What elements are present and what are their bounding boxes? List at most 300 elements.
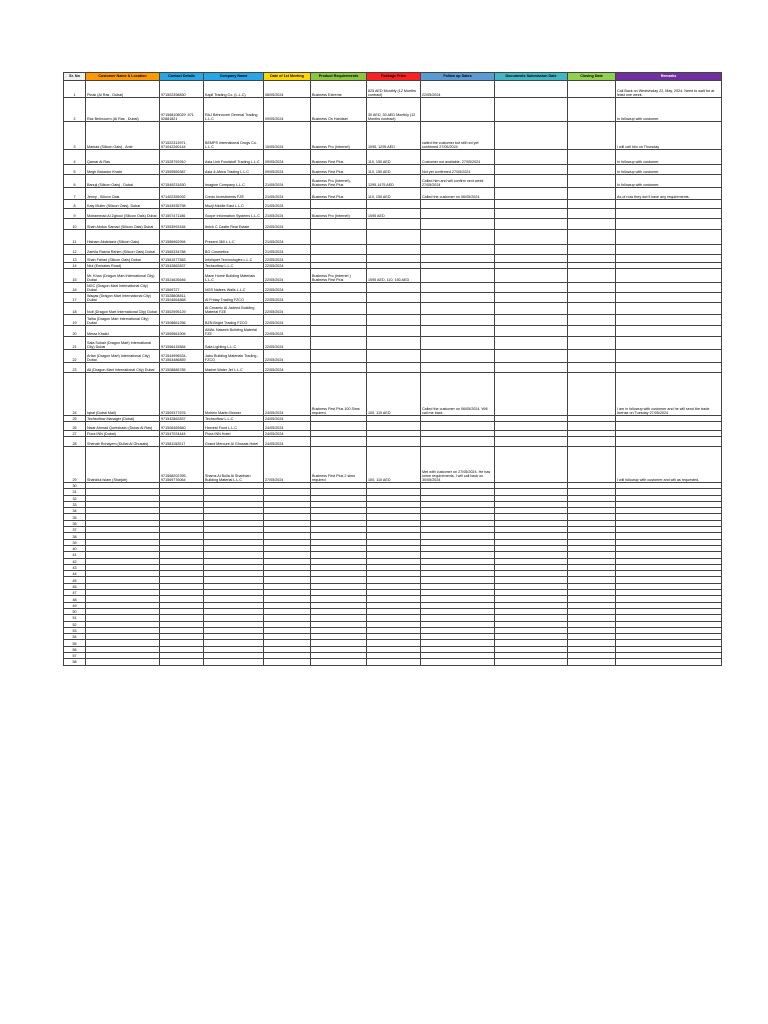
cell-package-price[interactable]	[367, 315, 421, 326]
cell-sr-no[interactable]: 10	[64, 219, 86, 230]
cell-sr-no[interactable]: 52	[64, 621, 86, 627]
cell-sr-no[interactable]: 17	[64, 293, 86, 303]
cell-closing-date[interactable]	[568, 165, 616, 175]
cell-product-requirements[interactable]	[311, 283, 367, 293]
cell-follow-up-dates[interactable]	[421, 659, 495, 665]
cell-follow-up-dates[interactable]	[421, 200, 495, 209]
cell-documents-submission-date[interactable]	[495, 283, 568, 293]
cell-product-requirements[interactable]: Business Pro (Internet), Business First Plus	[311, 175, 367, 188]
cell-company-name[interactable]: Scope Information Systems L.L.C	[204, 209, 264, 219]
cell-documents-submission-date[interactable]	[495, 350, 568, 363]
cell-first-meeting-date[interactable]: 24/05/2024	[264, 373, 311, 416]
cell-contact-details[interactable]: 971581577583	[160, 255, 204, 263]
header-col-company-name[interactable]: Company Name	[204, 73, 264, 81]
cell-closing-date[interactable]	[568, 230, 616, 245]
cell-remarks[interactable]	[616, 315, 722, 326]
cell-remarks[interactable]: I will call him on Thursday	[616, 122, 722, 150]
cell-contact-details[interactable]: 971542862837	[160, 263, 204, 269]
cell-sr-no[interactable]: 23	[64, 363, 86, 373]
cell-follow-up-dates[interactable]: Met with customer on 27/05/2024. He has some requirements. I will call back on 30/05/2024	[421, 447, 495, 483]
cell-sr-no[interactable]: 22	[64, 350, 86, 363]
cell-first-meeting-date[interactable]: 09/05/2024	[264, 150, 311, 165]
cell-contact-details[interactable]: 971502995129	[160, 303, 204, 315]
cell-contact-details[interactable]: 971402355092	[160, 188, 204, 200]
cell-company-name[interactable]: Grand Mercure Al Ghusais Hotel	[204, 437, 264, 447]
cell-closing-date[interactable]	[568, 245, 616, 255]
cell-remarks[interactable]	[616, 363, 722, 373]
cell-company-name[interactable]: Mohelo Martin Brower	[204, 373, 264, 416]
cell-customer-name[interactable]: Shehab Rohayem (Dubai Al Ghusais)	[86, 437, 160, 447]
cell-contact-details[interactable]: 971586962994	[160, 230, 204, 245]
cell-remarks[interactable]	[616, 269, 722, 283]
cell-company-name[interactable]: AMAL Naseeb Building Material FZE	[204, 326, 264, 337]
cell-company-name[interactable]: Techsoftow L.L.C	[204, 416, 264, 422]
cell-customer-name[interactable]: Mr. Khan (Dragon Mart International City) Dubai	[86, 269, 160, 283]
cell-remarks[interactable]: I am in followup with customer and he will send the trade license on Tuesday 27/05/2024	[616, 373, 722, 416]
cell-company-name[interactable]: Ibrich C Castle Real Estate	[204, 219, 264, 230]
cell-contact-details[interactable]	[160, 659, 204, 665]
cell-product-requirements[interactable]	[311, 363, 367, 373]
cell-closing-date[interactable]	[568, 422, 616, 431]
cell-sr-no[interactable]: 30	[64, 483, 86, 489]
cell-sr-no[interactable]: 27	[64, 431, 86, 437]
cell-closing-date[interactable]	[568, 326, 616, 337]
cell-sr-no[interactable]: 57	[64, 653, 86, 659]
cell-documents-submission-date[interactable]	[495, 188, 568, 200]
cell-documents-submission-date[interactable]	[495, 165, 568, 175]
cell-closing-date[interactable]	[568, 373, 616, 416]
cell-customer-name[interactable]: Banuji (Silicon Oais) , Dubai	[86, 175, 160, 188]
cell-first-meeting-date[interactable]: 22/05/2024	[264, 263, 311, 269]
cell-package-price[interactable]: 110, 150 AED	[367, 150, 421, 165]
cell-company-name[interactable]: Maze Home Building Materials L.L.C	[204, 269, 264, 283]
cell-package-price[interactable]	[367, 293, 421, 303]
cell-product-requirements[interactable]: Business Extreme	[311, 81, 367, 98]
cell-company-name[interactable]: BG Cosmetics	[204, 245, 264, 255]
cell-sr-no[interactable]: 33	[64, 501, 86, 507]
cell-closing-date[interactable]	[568, 283, 616, 293]
cell-sr-no[interactable]: 11	[64, 230, 86, 245]
cell-customer-name[interactable]: Katy Muller (Silicon Oais), Dubai	[86, 200, 160, 209]
cell-customer-name[interactable]: Jenny , Silicon Oais	[86, 188, 160, 200]
cell-company-name[interactable]: BZN Bright Trading FZCO	[204, 315, 264, 326]
cell-package-price[interactable]	[367, 326, 421, 337]
cell-first-meeting-date[interactable]: 09/05/2024	[264, 98, 311, 122]
cell-sr-no[interactable]: 13	[64, 255, 86, 263]
cell-closing-date[interactable]	[568, 437, 616, 447]
cell-company-name[interactable]: Present 360 L.L.C	[204, 230, 264, 245]
cell-sr-no[interactable]: 8	[64, 200, 86, 209]
cell-remarks[interactable]	[616, 659, 722, 665]
cell-sr-no[interactable]: 54	[64, 634, 86, 640]
cell-documents-submission-date[interactable]	[495, 659, 568, 665]
cell-first-meeting-date[interactable]: 24/05/2024	[264, 416, 311, 422]
cell-first-meeting-date[interactable]: 22/05/2024	[264, 293, 311, 303]
cell-closing-date[interactable]	[568, 293, 616, 303]
cell-package-price[interactable]	[367, 255, 421, 263]
cell-first-meeting-date[interactable]: 22/05/2024	[264, 219, 311, 230]
cell-remarks[interactable]	[616, 437, 722, 447]
cell-first-meeting-date[interactable]: 21/05/2024	[264, 175, 311, 188]
cell-company-name[interactable]: NGS Nafees Walls L.L.C	[204, 283, 264, 293]
cell-contact-details[interactable]: 971549231630	[160, 175, 204, 188]
cell-sr-no[interactable]: 25	[64, 416, 86, 422]
cell-contact-details[interactable]: 971528792910	[160, 150, 204, 165]
cell-customer-name[interactable]: Talha (Dragon Mart International City) Dubai	[86, 315, 160, 326]
cell-documents-submission-date[interactable]	[495, 150, 568, 165]
cell-closing-date[interactable]	[568, 337, 616, 350]
cell-customer-name[interactable]: Waqas (Dragon Mart International City) Dubai	[86, 293, 160, 303]
cell-remarks[interactable]	[616, 422, 722, 431]
cell-package-price[interactable]	[367, 230, 421, 245]
cell-first-meeting-date[interactable]: 24/05/2024	[264, 422, 311, 431]
cell-first-meeting-date[interactable]: 22/05/2024	[264, 269, 311, 283]
cell-package-price[interactable]	[367, 363, 421, 373]
cell-documents-submission-date[interactable]	[495, 81, 568, 98]
cell-first-meeting-date[interactable]: 21/05/2024	[264, 209, 311, 219]
cell-customer-name[interactable]: Shahidul Islam (Sharjah)	[86, 447, 160, 483]
cell-first-meeting-date[interactable]: 22/05/2024	[264, 303, 311, 315]
cell-sr-no[interactable]: 16	[64, 283, 86, 293]
cell-documents-submission-date[interactable]	[495, 255, 568, 263]
cell-follow-up-dates[interactable]	[421, 219, 495, 230]
cell-company-name[interactable]: BEMPS International Drugs Co. L.L.C	[204, 122, 264, 150]
header-col-customer-name[interactable]: Customer Name & Location	[86, 73, 160, 81]
cell-closing-date[interactable]	[568, 81, 616, 98]
cell-sr-no[interactable]: 47	[64, 590, 86, 596]
cell-sr-no[interactable]: 15	[64, 269, 86, 283]
cell-product-requirements[interactable]	[311, 293, 367, 303]
cell-closing-date[interactable]	[568, 447, 616, 483]
cell-sr-no[interactable]: 7	[64, 188, 86, 200]
cell-contact-details[interactable]: 971547024444	[160, 431, 204, 437]
cell-package-price[interactable]	[367, 283, 421, 293]
cell-remarks[interactable]: In followup with customer.	[616, 98, 722, 122]
cell-customer-name[interactable]: Shah Abdus Samad (Silicon Oais) Dubai	[86, 219, 160, 230]
header-col-closing-date[interactable]: Closing Date	[568, 73, 616, 81]
cell-remarks[interactable]	[616, 255, 722, 263]
cell-contact-details[interactable]: 971528808811, 971504564868	[160, 293, 204, 303]
cell-sr-no[interactable]: 41	[64, 552, 86, 558]
cell-company-name[interactable]: RAJ Behnoorm General Trading L.L.C	[204, 98, 264, 122]
cell-follow-up-dates[interactable]	[421, 269, 495, 283]
cell-contact-details[interactable]: 971507471186	[160, 209, 204, 219]
cell-product-requirements[interactable]	[311, 245, 367, 255]
cell-documents-submission-date[interactable]	[495, 230, 568, 245]
cell-closing-date[interactable]	[568, 315, 616, 326]
cell-customer-name[interactable]: Hisham Abdelaziz (Silicon Oais)	[86, 230, 160, 245]
cell-customer-name[interactable]: Nisar Ahmad Qureshadu (Dubai Al Ras)	[86, 422, 160, 431]
cell-company-name[interactable]: Harvest Food L.L.C	[204, 422, 264, 431]
cell-contact-details[interactable]: 971508886785	[160, 363, 204, 373]
cell-remarks[interactable]	[616, 200, 722, 209]
cell-package-price[interactable]: 110, 150 AED	[367, 188, 421, 200]
cell-sr-no[interactable]: 46	[64, 583, 86, 589]
cell-follow-up-dates[interactable]: Not yet confirmed 27/05/2024	[421, 165, 495, 175]
cell-documents-submission-date[interactable]	[495, 326, 568, 337]
cell-documents-submission-date[interactable]	[495, 269, 568, 283]
cell-sr-no[interactable]: 50	[64, 608, 86, 614]
cell-package-price[interactable]: 1295,1475 AED	[367, 175, 421, 188]
cell-company-name[interactable]: Sala Lighting L.L.C	[204, 337, 264, 350]
cell-product-requirements[interactable]	[311, 303, 367, 315]
cell-closing-date[interactable]	[568, 219, 616, 230]
cell-sr-no[interactable]: 42	[64, 558, 86, 564]
cell-sr-no[interactable]: 19	[64, 315, 86, 326]
cell-product-requirements[interactable]: Business First Plus	[311, 150, 367, 165]
cell-remarks[interactable]: In followup with customer.	[616, 175, 722, 188]
cell-remarks[interactable]: In followup with customer.	[616, 165, 722, 175]
cell-first-meeting-date[interactable]: 24/05/2024	[264, 431, 311, 437]
cell-contact-details[interactable]: 971544996534, 971563486859	[160, 350, 204, 363]
cell-first-meeting-date[interactable]: 15/05/2024	[264, 122, 311, 150]
cell-sr-no[interactable]: 20	[64, 326, 86, 337]
cell-company-name[interactable]: Kapil Trading Co. (L.L.C)	[204, 81, 264, 98]
cell-customer-name[interactable]: Nuif (Dragon Mart International City) Dubai	[86, 303, 160, 315]
cell-closing-date[interactable]	[568, 659, 616, 665]
cell-documents-submission-date[interactable]	[495, 363, 568, 373]
cell-sr-no[interactable]: 1	[64, 81, 86, 98]
cell-company-name[interactable]: Credo Investments FZE	[204, 188, 264, 200]
cell-company-name[interactable]: Jabo Building Materials Trading - FZCO	[204, 350, 264, 363]
cell-follow-up-dates[interactable]	[421, 283, 495, 293]
cell-sr-no[interactable]: 37	[64, 527, 86, 533]
cell-follow-up-dates[interactable]	[421, 437, 495, 447]
cell-contact-details[interactable]: 971522313971, 971042260144	[160, 122, 204, 150]
cell-contact-details[interactable]: 971524626546	[160, 269, 204, 283]
cell-sr-no[interactable]: 12	[64, 245, 86, 255]
cell-remarks[interactable]	[616, 283, 722, 293]
cell-package-price[interactable]: 1095, 1295 AED	[367, 122, 421, 150]
cell-contact-details[interactable]: 971568202395, 971569776064	[160, 447, 204, 483]
cell-customer-name[interactable]	[86, 659, 160, 665]
cell-product-requirements[interactable]	[311, 219, 367, 230]
cell-closing-date[interactable]	[568, 255, 616, 263]
cell-contact-details[interactable]: 971565334788	[160, 245, 204, 255]
header-col-follow-up-dates[interactable]: Follow up Dates	[421, 73, 495, 81]
cell-contact-details[interactable]: 971509377676	[160, 373, 204, 416]
cell-follow-up-dates[interactable]: Called him and will confirm next week 27/05/2024	[421, 175, 495, 188]
cell-company-name[interactable]: Flora INN Hotel	[204, 431, 264, 437]
cell-first-meeting-date[interactable]: 21/05/2024	[264, 230, 311, 245]
cell-customer-name[interactable]: Zamila Rasha Rahim (Silicon Oais) Dubai	[86, 245, 160, 255]
cell-sr-no[interactable]: 32	[64, 495, 86, 501]
cell-closing-date[interactable]	[568, 98, 616, 122]
cell-product-requirements[interactable]: Business Pro (Internet)	[311, 209, 367, 219]
cell-documents-submission-date[interactable]	[495, 315, 568, 326]
cell-follow-up-dates[interactable]: Called the customer on 06/05/2024. Will call me back.	[421, 373, 495, 416]
cell-company-name[interactable]: Asia Link Foodstuff Trading L.L.C	[204, 150, 264, 165]
cell-contact-details[interactable]: 971502398830	[160, 81, 204, 98]
cell-first-meeting-date[interactable]: 22/05/2024	[264, 283, 311, 293]
cell-follow-up-dates[interactable]: Customer not available. 27/05/2024	[421, 150, 495, 165]
cell-follow-up-dates[interactable]: Called the customer on 06/05/2024.	[421, 188, 495, 200]
cell-follow-up-dates[interactable]	[421, 98, 495, 122]
cell-closing-date[interactable]	[568, 269, 616, 283]
cell-documents-submission-date[interactable]	[495, 209, 568, 219]
cell-customer-name[interactable]: Sala Sohail (Dragon Mart) International City) Dubai	[86, 337, 160, 350]
cell-customer-name[interactable]: Shah Fahad (Silicon Oais) Dubai	[86, 255, 160, 263]
cell-package-price[interactable]: 110, 150 AED	[367, 165, 421, 175]
cell-contact-details[interactable]: 971543935798	[160, 200, 204, 209]
cell-package-price[interactable]	[367, 219, 421, 230]
cell-documents-submission-date[interactable]	[495, 98, 568, 122]
cell-customer-name[interactable]: Mohammad Al Zghoul (Silicon Oais) Dubai	[86, 209, 160, 219]
cell-documents-submission-date[interactable]	[495, 447, 568, 483]
cell-follow-up-dates[interactable]	[421, 363, 495, 373]
cell-sr-no[interactable]: 29	[64, 447, 86, 483]
cell-customer-name[interactable]: Iqbal (Dubai Mall)	[86, 373, 160, 416]
cell-sr-no[interactable]: 4	[64, 150, 86, 165]
cell-sr-no[interactable]: 51	[64, 615, 86, 621]
cell-sr-no[interactable]: 14	[64, 263, 86, 269]
cell-sr-no[interactable]: 36	[64, 520, 86, 526]
cell-remarks[interactable]	[616, 209, 722, 219]
cell-package-price[interactable]	[367, 200, 421, 209]
cell-sr-no[interactable]: 26	[64, 422, 86, 431]
cell-documents-submission-date[interactable]	[495, 175, 568, 188]
cell-follow-up-dates[interactable]	[421, 255, 495, 263]
cell-sr-no[interactable]: 40	[64, 545, 86, 551]
cell-follow-up-dates[interactable]	[421, 245, 495, 255]
cell-product-requirements[interactable]	[311, 350, 367, 363]
cell-sr-no[interactable]: 5	[64, 165, 86, 175]
cell-documents-submission-date[interactable]	[495, 437, 568, 447]
cell-contact-details[interactable]: 971556415584	[160, 337, 204, 350]
cell-follow-up-dates[interactable]: called the customer but still not yet confirmed 27/05/2024	[421, 122, 495, 150]
cell-documents-submission-date[interactable]	[495, 303, 568, 315]
cell-customer-name[interactable]: Pinak (Al Ras , Dubai)	[86, 81, 160, 98]
header-col-product-requirements[interactable]: Product Requirements	[311, 73, 367, 81]
cell-closing-date[interactable]	[568, 209, 616, 219]
cell-closing-date[interactable]	[568, 122, 616, 150]
cell-sr-no[interactable]: 44	[64, 571, 86, 577]
cell-documents-submission-date[interactable]	[495, 422, 568, 431]
cell-product-requirements[interactable]	[311, 437, 367, 447]
cell-closing-date[interactable]	[568, 363, 616, 373]
cell-sr-no[interactable]: 31	[64, 489, 86, 495]
cell-follow-up-dates[interactable]	[421, 303, 495, 315]
cell-documents-submission-date[interactable]	[495, 122, 568, 150]
cell-sr-no[interactable]: 49	[64, 602, 86, 608]
cell-sr-no[interactable]: 48	[64, 596, 86, 602]
cell-product-requirements[interactable]	[311, 230, 367, 245]
cell-sr-no[interactable]: 39	[64, 539, 86, 545]
cell-follow-up-dates[interactable]	[421, 209, 495, 219]
cell-sr-no[interactable]: 28	[64, 437, 86, 447]
cell-company-name[interactable]: Al Friday Trading FZCO	[204, 293, 264, 303]
cell-package-price[interactable]	[367, 337, 421, 350]
cell-contact-details[interactable]: 971581152017	[160, 437, 204, 447]
cell-first-meeting-date[interactable]: 22/05/2024	[264, 326, 311, 337]
cell-first-meeting-date[interactable]: 22/05/2024	[264, 350, 311, 363]
cell-customer-name[interactable]: Meraz Khalid	[86, 326, 160, 337]
cell-remarks[interactable]: I will followup with customer and will as requested.	[616, 447, 722, 483]
cell-product-requirements[interactable]	[311, 200, 367, 209]
cell-product-requirements[interactable]	[311, 326, 367, 337]
cell-package-price[interactable]	[367, 422, 421, 431]
header-col-first-meeting-date[interactable]: Date of 1st Meeting	[264, 73, 311, 81]
cell-follow-up-dates[interactable]	[421, 326, 495, 337]
cell-follow-up-dates[interactable]	[421, 293, 495, 303]
cell-first-meeting-date[interactable]: 21/05/2024	[264, 245, 311, 255]
cell-customer-name[interactable]: Techsoftow Manager (Dubai)	[86, 416, 160, 422]
cell-company-name[interactable]: Asia & Africa Trading L.L.C	[204, 165, 264, 175]
cell-product-requirements[interactable]	[311, 315, 367, 326]
cell-company-name[interactable]: Imagine Company L.L.C	[204, 175, 264, 188]
cell-closing-date[interactable]	[568, 188, 616, 200]
cell-product-requirements[interactable]	[311, 255, 367, 263]
cell-first-meeting-date[interactable]: 22/05/2024	[264, 255, 311, 263]
cell-closing-date[interactable]	[568, 303, 616, 315]
cell-contact-details[interactable]: 971542862837	[160, 416, 204, 422]
cell-remarks[interactable]	[616, 293, 722, 303]
header-col-documents-submission-date[interactable]: Documents Submission Date	[495, 73, 568, 81]
cell-package-price[interactable]: 100, 110 AED	[367, 447, 421, 483]
cell-follow-up-dates[interactable]	[421, 350, 495, 363]
cell-contact-details[interactable]: 971553993184	[160, 219, 204, 230]
cell-first-meeting-date[interactable]: 08/05/2024	[264, 81, 311, 98]
header-col-package-price[interactable]: Package Price	[367, 73, 421, 81]
cell-remarks[interactable]	[616, 350, 722, 363]
cell-product-requirements[interactable]: Business First Plus	[311, 188, 367, 200]
cell-customer-name[interactable]: NGC (Dragon Mart International City) Dubai	[86, 283, 160, 293]
cell-remarks[interactable]	[616, 326, 722, 337]
cell-company-name[interactable]: Infoliquet Technologies L.L.C	[204, 255, 264, 263]
cell-product-requirements[interactable]: Business Pro (Internet)	[311, 122, 367, 150]
cell-remarks[interactable]: As of now they don't have any requirements.	[616, 188, 722, 200]
cell-sr-no[interactable]: 55	[64, 640, 86, 646]
cell-first-meeting-date[interactable]: 27/05/2024	[264, 447, 311, 483]
cell-sr-no[interactable]: 18	[64, 303, 86, 315]
cell-customer-name[interactable]: Flora INN (Dubai)	[86, 431, 160, 437]
cell-sr-no[interactable]: 56	[64, 646, 86, 652]
cell-company-name[interactable]: Techsoftow L.L.C	[204, 263, 264, 269]
cell-package-price[interactable]	[367, 245, 421, 255]
cell-first-meeting-date[interactable]: 22/05/2024	[264, 337, 311, 350]
cell-customer-name[interactable]: Niul (Emirates Road)	[86, 263, 160, 269]
cell-product-requirements[interactable]: Business First Plus	[311, 165, 367, 175]
cell-product-requirements[interactable]: Business First Plus 2 sims required	[311, 447, 367, 483]
cell-package-price[interactable]: 100, 110 AED	[367, 373, 421, 416]
cell-follow-up-dates[interactable]	[421, 422, 495, 431]
cell-sr-no[interactable]: 6	[64, 175, 86, 188]
cell-sr-no[interactable]: 53	[64, 627, 86, 633]
cell-remarks[interactable]	[616, 337, 722, 350]
cell-first-meeting-date[interactable]: 09/05/2024	[264, 165, 311, 175]
cell-documents-submission-date[interactable]	[495, 337, 568, 350]
cell-customer-name[interactable]: Megh Bahadur Khatri	[86, 165, 160, 175]
cell-company-name[interactable]	[204, 659, 264, 665]
cell-sr-no[interactable]: 3	[64, 122, 86, 150]
cell-sr-no[interactable]: 58	[64, 659, 86, 665]
cell-closing-date[interactable]	[568, 175, 616, 188]
cell-follow-up-dates[interactable]	[421, 230, 495, 245]
cell-company-name[interactable]: Muzji Middle East L.L.C	[204, 200, 264, 209]
cell-contact-details[interactable]: 971559561905	[160, 326, 204, 337]
cell-sr-no[interactable]: 2	[64, 98, 86, 122]
cell-documents-submission-date[interactable]	[495, 219, 568, 230]
cell-follow-up-dates[interactable]	[421, 315, 495, 326]
cell-package-price[interactable]	[367, 437, 421, 447]
cell-documents-submission-date[interactable]	[495, 200, 568, 209]
cell-documents-submission-date[interactable]	[495, 373, 568, 416]
cell-closing-date[interactable]	[568, 350, 616, 363]
cell-closing-date[interactable]	[568, 200, 616, 209]
cell-first-meeting-date[interactable]: 22/05/2024	[264, 315, 311, 326]
cell-sr-no[interactable]: 34	[64, 508, 86, 514]
cell-customer-name[interactable]: Mamad (Silicon Oais) , Amir	[86, 122, 160, 150]
